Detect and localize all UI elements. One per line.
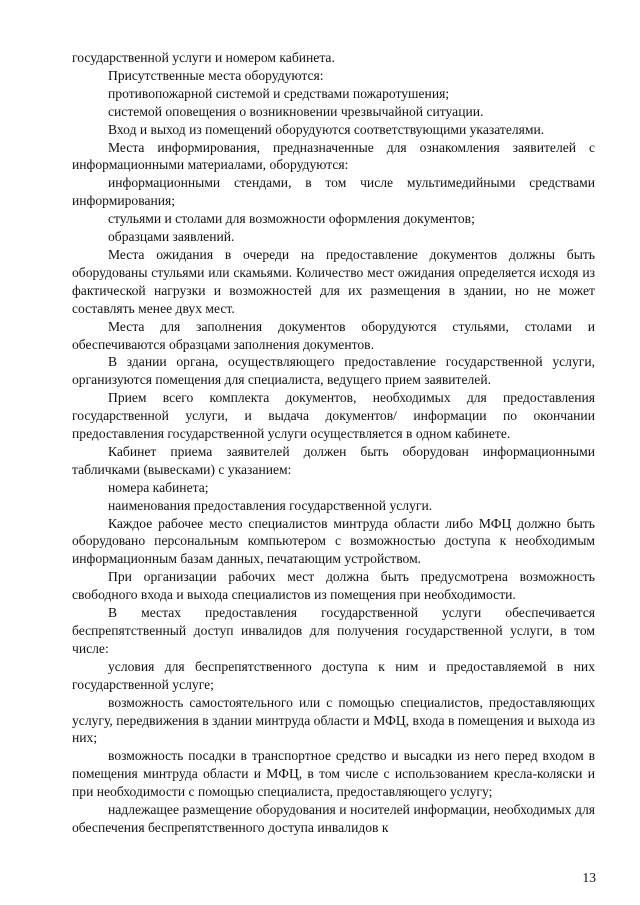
paragraph-1: государственной услуги и номером кабинета. xyxy=(72,50,335,65)
paragraph-6: Места информирования, предназначенные для ознакомления заявителей с информационными материалами, оборудуются: xyxy=(72,139,595,173)
paragraph-14: Кабинет приема заявителей должен быть оборудован информационными табличками (вывесками) с указанием: xyxy=(72,443,595,477)
paragraph-12: В здании органа, осуществляющего предоставление государственной услуги, организуются помещения для специалиста, ведущего прием заявителей. xyxy=(72,354,595,388)
paragraph-7: информационными стендами, в том числе мультимедийными средствами информирования; xyxy=(72,175,595,209)
paragraph-13: Прием всего комплекта документов, необходимых для предоставления государственной услуги, и выдача документов/ информации по окончании предоставления государственной услуги осуществляется в одном кабинете. xyxy=(72,390,595,442)
paragraph-4: системой оповещения о возникновении чрезвычайной ситуации. xyxy=(108,103,484,119)
paragraph-10: Места ожидания в очереди на предоставление документов должны быть оборудованы стульями или скамьями. Количество мест ожидания определяется исходя из фактической нагрузки и возможностей для их размещения в здании, но не может составлять менее двух мест. xyxy=(72,246,595,316)
paragraph-22: возможность посадки в транспортное средство и высадки из него перед входом в помещения минтруда области и МФЦ, в том числе с использованием кресла-коляски и при необходимости с помощью специалиста, предоставляющего услугу; xyxy=(72,748,595,800)
paragraph-8: стульями и столами для возможности оформления документов; xyxy=(108,211,475,227)
page-number: 13 xyxy=(582,870,596,885)
paragraph-17: Каждое рабочее место специалистов минтруда области либо МФЦ должно быть оборудовано персональным компьютером с возможностью доступа к необходимым информационным базам данных, печатающим устройством. xyxy=(72,515,595,567)
paragraph-23: надлежащее размещение оборудования и носителей информации, необходимых для обеспечения беспрепятственного доступа инвалидов к xyxy=(72,802,595,835)
paragraph-20: условия для беспрепятственного доступа к ним и предоставляемой в них государственной услуге; xyxy=(72,658,595,692)
paragraph-21: возможность самостоятельного или с помощью специалистов, предоставляющих услугу, передвижения в здании минтруда области и МФЦ, входа в помещения и выхода из них; xyxy=(72,694,595,746)
paragraph-19: В местах предоставления государственной услуги обеспечивается беспрепятственный доступ инвалидов для получения государственной услуги, в том числе: xyxy=(72,605,595,656)
paragraph-3: противопожарной системой и средствами пожаротушения; xyxy=(108,85,450,101)
paragraph-2: Присутственные места оборудуются: xyxy=(108,67,324,83)
paragraph-16: наименования предоставления государственной услуги. xyxy=(108,497,433,513)
paragraph-11: Места для заполнения документов оборудуются стульями, столами и обеспечиваются образцами заполнения документов. xyxy=(72,318,595,352)
paragraph-5: Вход и выход из помещений оборудуются соответствующими указателями. xyxy=(108,121,545,137)
paragraph-18: При организации рабочих мест должна быть предусмотрена возможность свободного входа и выхода специалистов из помещения при необходимости. xyxy=(72,569,595,603)
paragraph-9: образцами заявлений. xyxy=(108,229,235,245)
document-body xyxy=(72,49,595,837)
paragraph-15: номера кабинета; xyxy=(108,479,209,495)
